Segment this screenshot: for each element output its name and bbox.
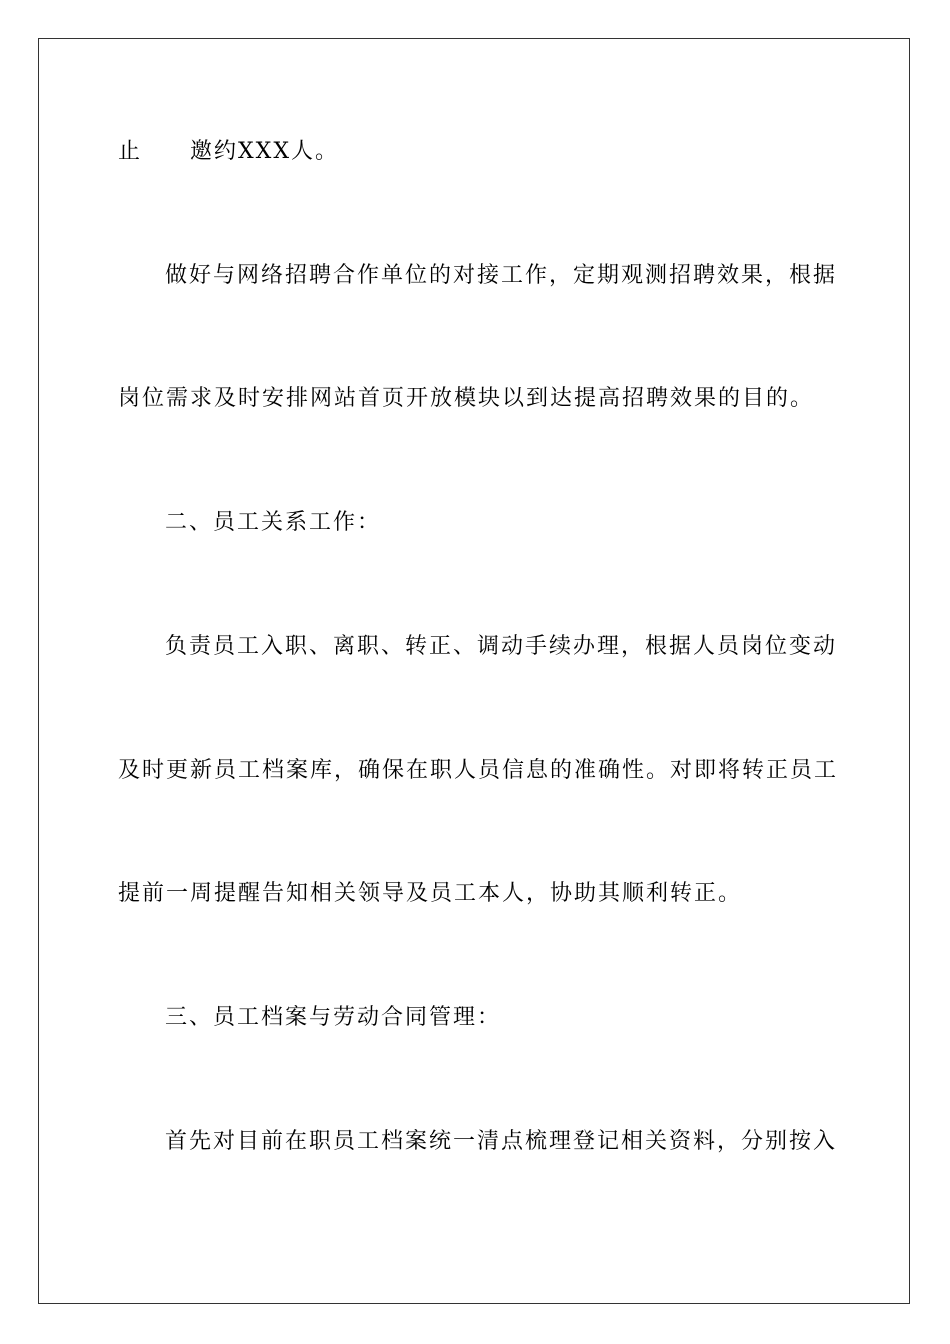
text-line-continuation: 止 邀约XXX人。 (118, 139, 339, 164)
section-heading-archives-contracts: 三、员工档案与劳动合同管理： (165, 1005, 502, 1030)
paragraph-employee-procedures-end: 提前一周提醒告知相关领导及员工本人，协助其顺利转正。 (118, 881, 743, 906)
paragraph-recruitment-cooperation-cont: 岗位需求及时安排网站首页开放模块以到达提高招聘效果的目的。 (118, 386, 815, 411)
paragraph-recruitment-cooperation: 做好与网络招聘合作单位的对接工作，定期观测招聘效果，根据 (165, 263, 838, 288)
paragraph-employee-procedures: 负责员工入职、离职、转正、调动手续办理，根据人员岗位变动 (165, 634, 838, 659)
paragraph-archives-inventory: 首先对目前在职员工档案统一清点梳理登记相关资料，分别按入 (165, 1129, 838, 1154)
page-border (38, 38, 910, 1304)
section-heading-employee-relations: 二、员工关系工作： (165, 510, 382, 535)
paragraph-employee-procedures-cont: 及时更新员工档案库，确保在职人员信息的准确性。对即将转正员工 (118, 758, 839, 783)
